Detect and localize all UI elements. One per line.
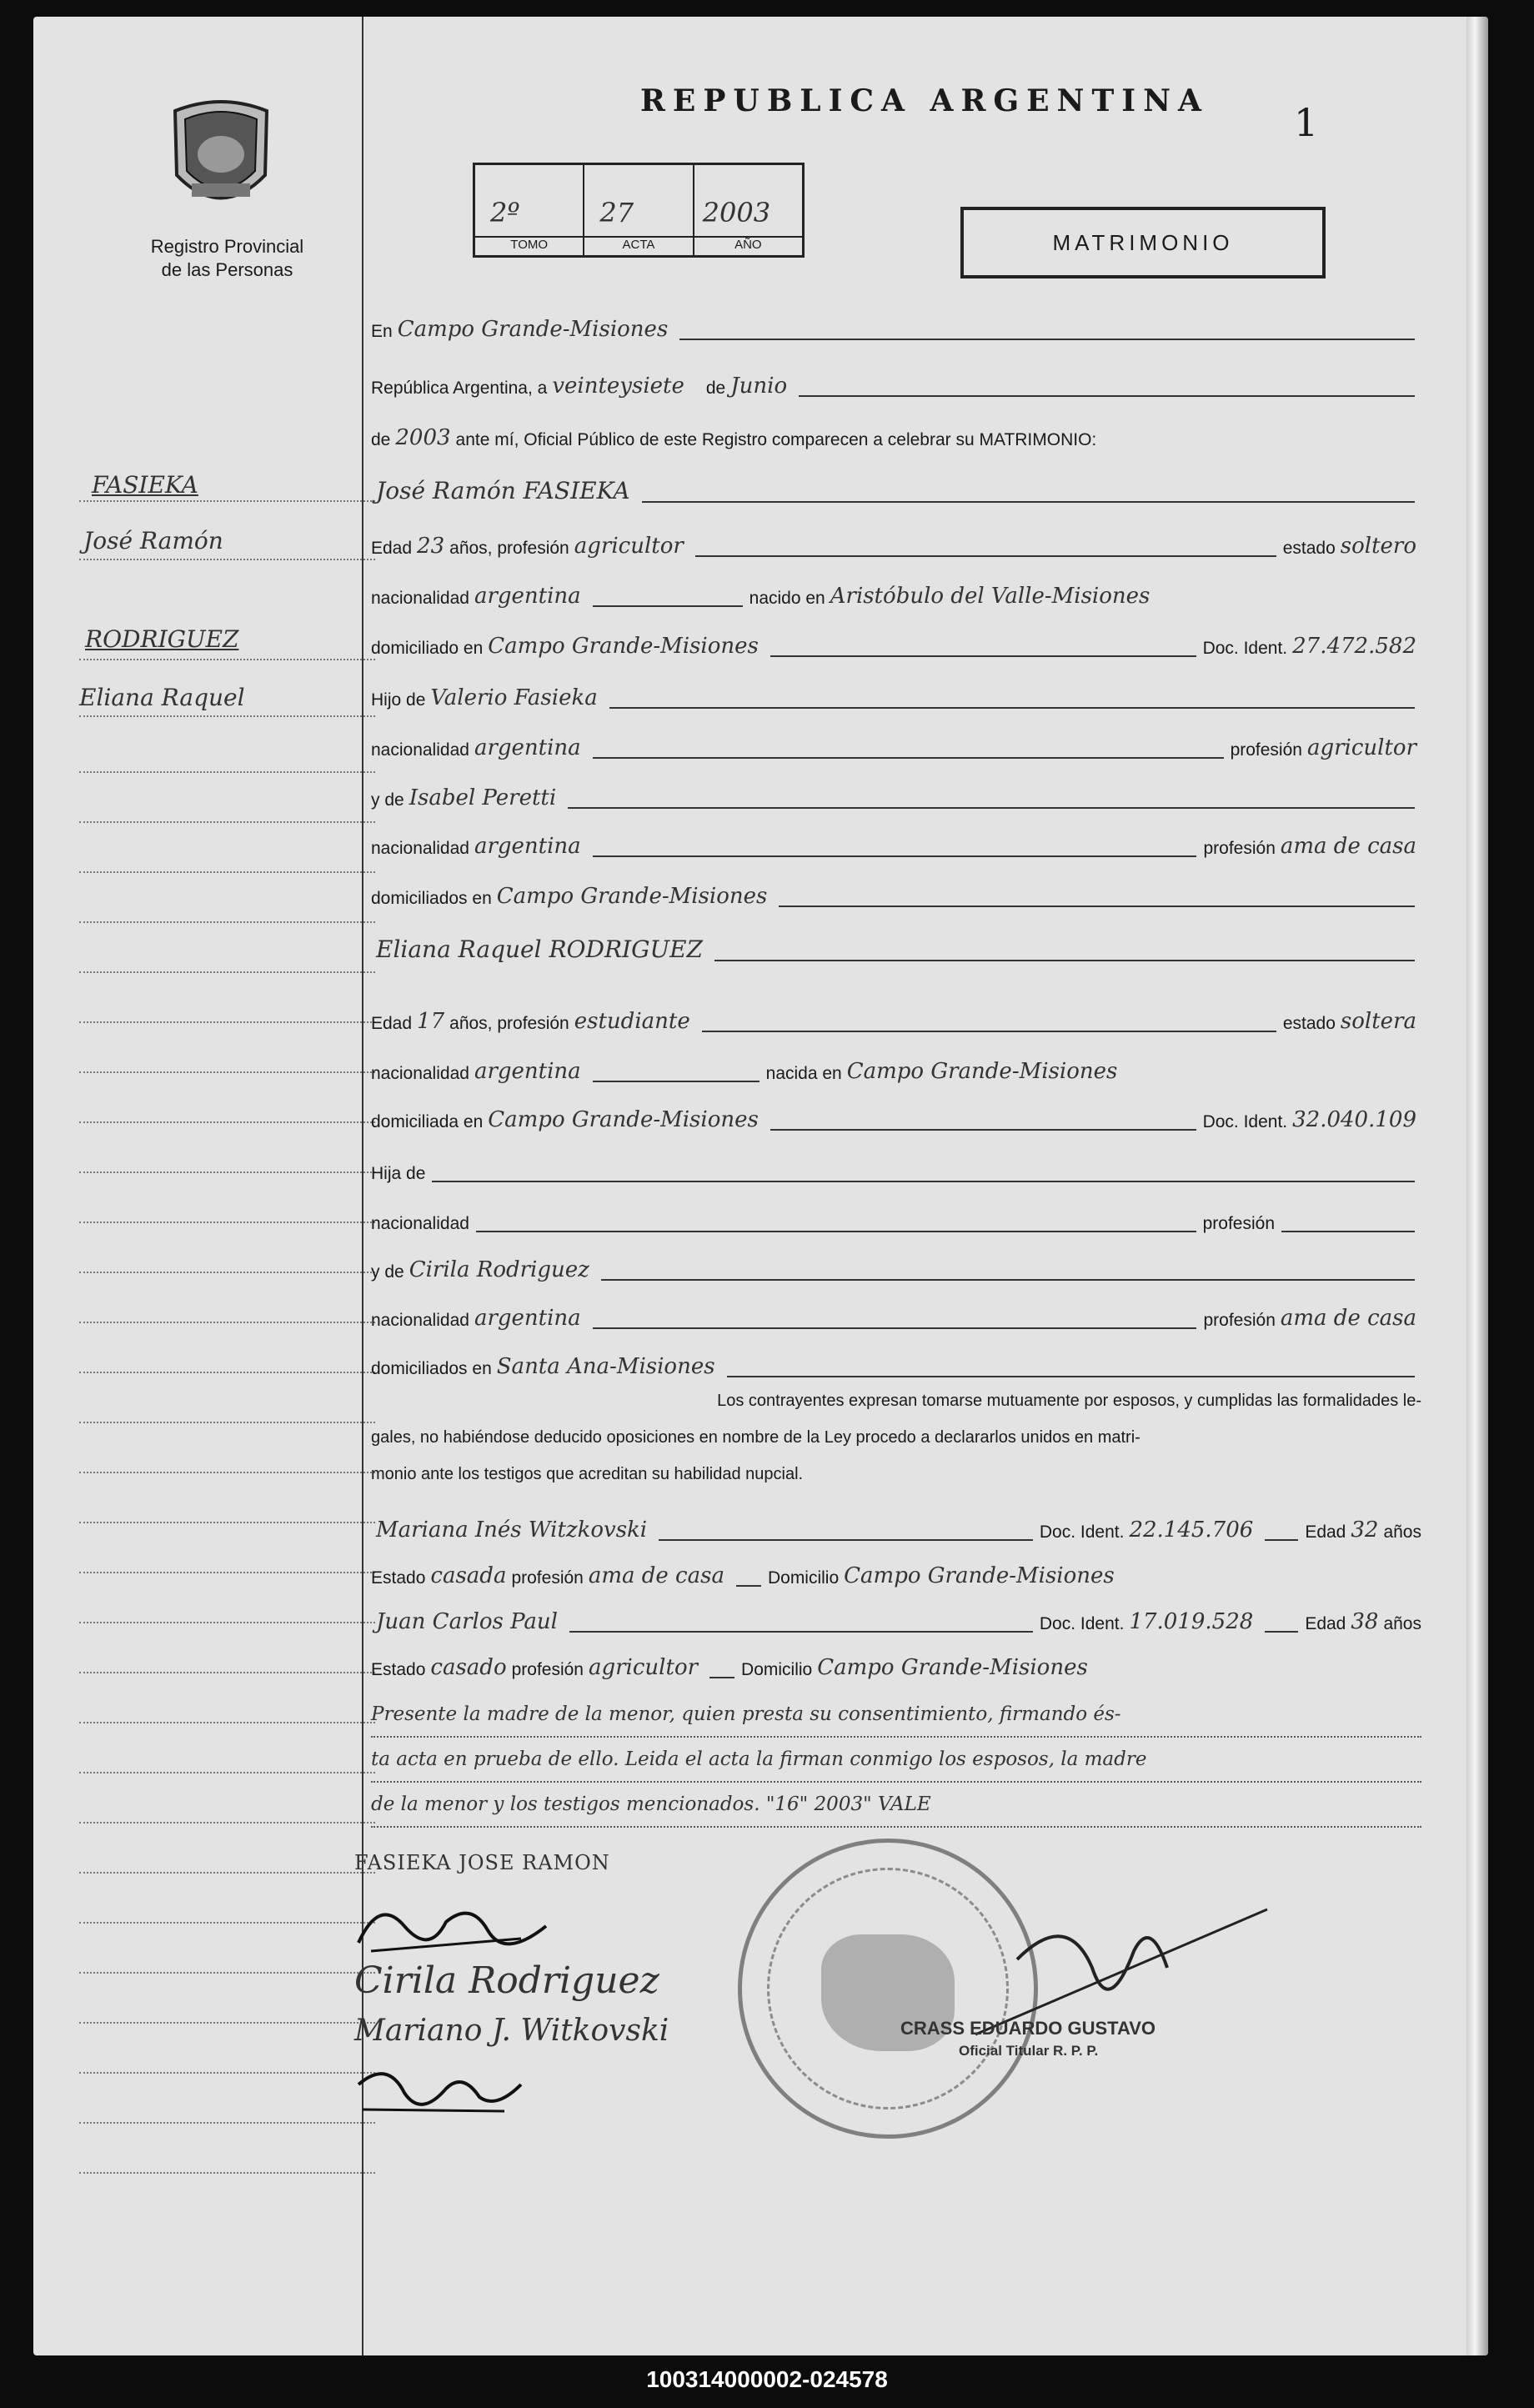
margin-rule-2: [79, 559, 375, 560]
groom-age: 23: [417, 534, 445, 559]
bride-mother-nat-row: [371, 1297, 1421, 1334]
register-page: [33, 17, 1488, 2355]
margin-rule-16: [79, 1322, 375, 1323]
groom-estado: soltero: [1340, 534, 1416, 559]
signature-3: Mariano J. Witkovski: [354, 2014, 669, 2048]
domiciliados-label: domiciliados en: [371, 1359, 492, 1378]
bride-nationality-row: [371, 1051, 1421, 1087]
margin-rule-17: [79, 1372, 375, 1373]
tomo-value: 2º: [490, 197, 520, 228]
domiciliados-label: domiciliados en: [371, 889, 492, 908]
groom-domicile-row: [371, 625, 1421, 662]
domiciliada-label: domiciliada en: [371, 1112, 484, 1131]
doc-label: Doc. Ident.: [1039, 1523, 1125, 1542]
y-de-label: y de: [371, 790, 404, 810]
place-value: Campo Grande-Misiones: [397, 317, 669, 342]
note-line-2: ta acta en prueba de ello. Leida el acta la firman conmigo los esposos, la madre: [371, 1738, 1421, 1783]
acta-label: ACTA: [584, 236, 692, 252]
bride-mother-nat: argentina: [474, 1306, 581, 1331]
witness1-details-row: [371, 1555, 1421, 1592]
office-line-2: de las Personas: [161, 259, 293, 280]
tomo-label: TOMO: [475, 236, 583, 252]
margin-rule-4: [79, 715, 375, 717]
margin-rule-3: [79, 659, 375, 660]
mother-profesion-label: profesión: [1203, 839, 1276, 858]
groom-parents-dom: Campo Grande-Misiones: [496, 884, 768, 909]
margin-rule-21: [79, 1572, 375, 1573]
margin-rule-29: [79, 1972, 375, 1974]
groom-mother-row: [371, 777, 1421, 814]
ano-value: 2003: [702, 197, 771, 228]
edad-label: Edad: [1305, 1523, 1346, 1542]
nacida-label: nacida en: [765, 1064, 842, 1083]
witness1-domicile: Campo Grande-Misiones: [844, 1563, 1115, 1588]
margin-rule-11: [79, 1071, 375, 1073]
mother-nacionalidad-label: nacionalidad: [371, 839, 469, 858]
note-line-1: Presente la madre de la menor, quien presta su consentimiento, firmando és-: [371, 1693, 1421, 1738]
witness2-estado: casado: [430, 1655, 507, 1680]
signature-print-name: FASIEKA JOSE RAMON: [354, 1851, 610, 1874]
margin-groom-surname: FASIEKA: [92, 471, 198, 499]
groom-father-row: [371, 677, 1421, 714]
margin-rule-28: [79, 1922, 375, 1924]
groom-mother: Isabel Peretti: [409, 785, 557, 810]
witness2-domicile: Campo Grande-Misiones: [817, 1655, 1088, 1680]
witness2-details-row: [371, 1647, 1421, 1683]
witness1-row: [371, 1509, 1421, 1546]
hijo-label: Hijo de: [371, 690, 426, 710]
republic-label: República Argentina, a: [371, 379, 548, 398]
bride-full-name: Eliana Raquel RODRIGUEZ: [376, 936, 703, 963]
anos-label: años: [1383, 1523, 1421, 1542]
margin-rule-31: [79, 2072, 375, 2074]
margin-rule-26: [79, 1822, 375, 1824]
groom-profession: agricultor: [574, 534, 684, 559]
de-label: de: [705, 379, 726, 398]
bride-father-nat-row: [371, 1201, 1421, 1237]
hija-label: Hija de: [371, 1164, 426, 1183]
margin-rule-30: [79, 2022, 375, 2024]
margin-rule: [362, 17, 363, 2355]
margin-rule-15: [79, 1272, 375, 1273]
act-type-box: MATRIMONIO: [960, 207, 1326, 278]
margin-bride-surname: RODRIGUEZ: [85, 625, 239, 653]
margin-rule-25: [79, 1772, 375, 1773]
estado-label: estado: [1282, 539, 1336, 558]
anos-label: años: [1383, 1614, 1421, 1633]
bride-mother-prof: ama de casa: [1280, 1306, 1416, 1331]
witness1-estado: casada: [430, 1563, 507, 1588]
declaration-line-1: Los contrayentes expresan tomarse mutuamente por esposos, y cumplidas las formalidades le-: [717, 1392, 1421, 1410]
bride-domicile-row: [371, 1099, 1421, 1136]
margin-rule-14: [79, 1222, 375, 1223]
witness1-age: 32: [1351, 1518, 1379, 1543]
margin-rule-18: [79, 1422, 375, 1423]
groom-father-nat-row: [371, 727, 1421, 764]
groom-mother-nat-row: [371, 825, 1421, 862]
witness1-name: Mariana Inés Witzkovski: [376, 1518, 648, 1543]
handwritten-note: [371, 1693, 1421, 1828]
margin-rule-10: [79, 1021, 375, 1023]
intro-text: ante mí, Oficial Público de este Registro comparecen a celebrar su MATRIMONIO:: [455, 430, 1097, 449]
officer-name: CRASS EDUARDO GUSTAVO: [900, 2018, 1156, 2039]
intro-year-row: [371, 417, 1421, 454]
signature-2: Cirila Rodriguez: [354, 1959, 659, 2002]
bride-age: 17: [417, 1009, 445, 1034]
margin-rule-32: [79, 2122, 375, 2124]
officer-title: Oficial Titular R. P. P.: [959, 2043, 1099, 2059]
estado-label: Estado: [371, 1660, 426, 1679]
groom-parents-dom-row: [371, 875, 1421, 912]
profesion-label: profesión: [511, 1568, 584, 1588]
bride-parents-dom-row: [371, 1346, 1421, 1382]
groom-mother-nat: argentina: [474, 834, 581, 859]
month-value: Junio: [730, 374, 788, 399]
registry-office: [79, 235, 375, 282]
y-de-label: y de: [371, 1262, 404, 1282]
witness2-name: Juan Carlos Paul: [376, 1609, 558, 1634]
witness2-row: [371, 1601, 1421, 1638]
domicilio-label: Domicilio: [741, 1660, 813, 1679]
acta-value: 27: [599, 197, 634, 228]
anos-profesion-label: años, profesión: [449, 1014, 569, 1033]
signature-scribble-4: [354, 2059, 538, 2130]
bride-father-row: [371, 1151, 1421, 1187]
groom-full-name: José Ramón FASIEKA: [376, 477, 630, 504]
footer-code: 100314000002-024578: [646, 2366, 888, 2392]
bride-age-row: [371, 1001, 1421, 1037]
declaration-line-3: monio ante los testigos que acreditan su habilidad nupcial.: [371, 1465, 804, 1483]
margin-rule-22: [79, 1622, 375, 1623]
note-line-3: de la menor y los testigos mencionados. "16" 2003" VALE: [371, 1783, 1421, 1828]
groom-mother-prof: ama de casa: [1280, 834, 1416, 859]
doc-label: Doc. Ident.: [1039, 1614, 1125, 1633]
provincial-seal-icon: [167, 96, 275, 217]
page-number: 1: [1294, 100, 1319, 145]
margin-bride-names: Eliana Raquel: [79, 684, 245, 711]
margin-rule-13: [79, 1171, 375, 1173]
groom-domicile: Campo Grande-Misiones: [488, 634, 759, 659]
intro-date-row: [371, 365, 1421, 402]
margin-rule-27: [79, 1872, 375, 1874]
father-profesion-label: profesión: [1202, 1214, 1275, 1233]
groom-name-row: [371, 471, 1421, 508]
doc-label: Doc. Ident.: [1202, 1112, 1288, 1131]
margin-rule-24: [79, 1722, 375, 1723]
father-nacionalidad-label: nacionalidad: [371, 740, 469, 760]
witness1-profession: ama de casa: [588, 1563, 724, 1588]
estado-label: estado: [1282, 1014, 1336, 1033]
de2-label: de: [371, 430, 391, 449]
groom-father-nat: argentina: [474, 735, 581, 760]
bride-mother: Cirila Rodriguez: [409, 1257, 589, 1282]
witness1-doc: 22.145.706: [1129, 1518, 1254, 1543]
volume-act-year-box: [473, 163, 805, 258]
year-value: 2003: [395, 425, 451, 450]
bride-nationality: argentina: [474, 1059, 581, 1084]
witness2-profession: agricultor: [588, 1655, 699, 1680]
bride-mother-row: [371, 1249, 1421, 1286]
groom-nationality: argentina: [474, 584, 581, 609]
nacido-label: nacido en: [749, 589, 825, 608]
margin-rule-1: [79, 500, 375, 502]
groom-nationality-row: [371, 575, 1421, 612]
margin-rule-12: [79, 1121, 375, 1123]
margin-rule-5: [79, 771, 375, 773]
groom-age-row: [371, 525, 1421, 562]
profesion-label: profesión: [511, 1660, 584, 1679]
margin-rule-7: [79, 871, 375, 873]
witness2-age: 38: [1351, 1609, 1379, 1634]
nacionalidad-label: nacionalidad: [371, 589, 469, 608]
bride-parents-dom: Santa Ana-Misiones: [496, 1354, 715, 1379]
margin-rule-33: [79, 2172, 375, 2174]
groom-father: Valerio Fasieka: [430, 685, 598, 710]
office-line-1: Registro Provincial: [150, 236, 304, 257]
bride-birthplace: Campo Grande-Misiones: [846, 1059, 1118, 1084]
mother-profesion-label: profesión: [1203, 1311, 1276, 1330]
edad-label: Edad: [371, 539, 413, 558]
father-nacionalidad-label: nacionalidad: [371, 1214, 469, 1233]
intro-place-row: [371, 309, 1421, 345]
anos-profesion-label: años, profesión: [449, 539, 569, 558]
witness2-doc: 17.019.528: [1129, 1609, 1254, 1634]
groom-father-prof: agricultor: [1306, 735, 1416, 760]
bride-estado: soltera: [1340, 1009, 1416, 1034]
doc-label: Doc. Ident.: [1202, 639, 1288, 658]
margin-rule-8: [79, 921, 375, 923]
margin-rule-19: [79, 1472, 375, 1473]
country-heading: REPUBLICA ARGENTINA: [640, 83, 1209, 118]
margin-rule-9: [79, 971, 375, 973]
bride-domicile: Campo Grande-Misiones: [488, 1107, 759, 1132]
signature-scribble-1: [354, 1893, 563, 1964]
en-label: En: [371, 322, 393, 341]
bride-name-row: [371, 930, 1421, 966]
nacionalidad-label: nacionalidad: [371, 1064, 469, 1083]
margin-groom-names: José Ramón: [83, 527, 223, 554]
bride-profession: estudiante: [574, 1009, 690, 1034]
mother-nacionalidad-label: nacionalidad: [371, 1311, 469, 1330]
groom-birthplace: Aristóbulo del Valle-Misiones: [830, 584, 1150, 609]
declaration-text: [371, 1382, 1421, 1492]
margin-rule-6: [79, 821, 375, 823]
estado-label: Estado: [371, 1568, 426, 1588]
groom-doc: 27.472.582: [1292, 634, 1416, 659]
edad-label: Edad: [1305, 1614, 1346, 1633]
ano-label: AÑO: [694, 236, 802, 252]
domiciliado-label: domiciliado en: [371, 639, 484, 658]
father-profesion-label: profesión: [1230, 740, 1302, 760]
bride-doc: 32.040.109: [1292, 1107, 1416, 1132]
margin-rule-23: [79, 1672, 375, 1673]
day-value: veinteysiete: [552, 374, 684, 399]
margin-rule-20: [79, 1522, 375, 1523]
declaration-line-2: gales, no habiéndose deducido oposiciones en nombre de la Ley procedo a declararlos unidos en matri-: [371, 1428, 1140, 1447]
edad-label: Edad: [371, 1014, 413, 1033]
domicilio-label: Domicilio: [767, 1568, 840, 1588]
